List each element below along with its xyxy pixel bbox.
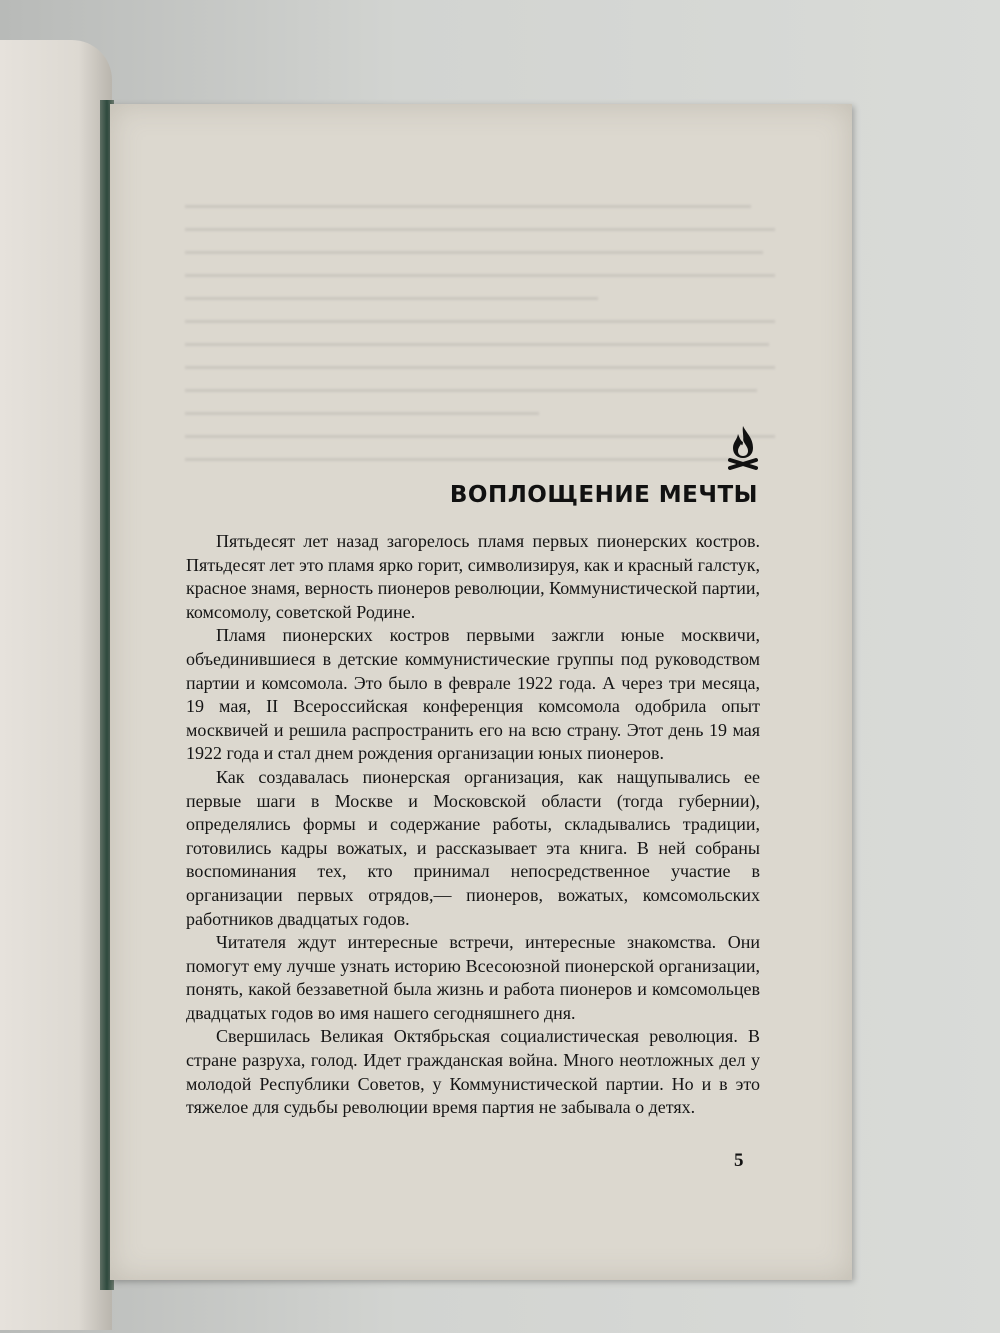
chapter-title: ВОПЛОЩЕНИЕ МЕЧТЫ <box>449 482 758 508</box>
campfire-icon <box>723 424 763 474</box>
left-page-edge <box>0 40 112 1330</box>
paragraph-5: Свершилась Великая Октябрьская социалистическая революция. В стране разруха, голод. Идет гражданская война. Много неотложных дел у молодой Республики Советов, у Коммунистической партии. Но и в это тяжелое для судьбы революции время партия не забывала о детях. <box>186 1026 760 1118</box>
show-through-text <box>185 205 775 495</box>
paragraph-4: Читателя ждут интересные встречи, интересные знакомства. Они помогут ему лучше узнать историю Всесоюзной пионерской организации, понять, какой беззаветной была жизнь и работа пионеров и комсомольцев двадцатых годов во имя нашего сегодняшнего дня. <box>186 932 760 1023</box>
paragraph-3: Как создавалась пионерская организация, как нащупывались ее первые шаги в Москве и Московской области (тогда губернии), определялись формы и содержание работы, складывались традиции, готовились кадры вожатых, и рассказывает эта книга. В ней собраны воспоминания тех, кто принимал непосредственное участие в организации первых отрядов,— пионеров, вожатых, комсомольских работников двадцатых годов. <box>186 766 760 929</box>
page-number: 5 <box>734 1150 744 1171</box>
paragraph-2: Пламя пионерских костров первыми зажгли юные москвичи, объединившиеся в детские коммунистические группы под руководством партии и комсомола. Это было в феврале 1922 года. А через три месяца, 19 мая, II Всероссийская конференция комсомола одобрила опыт москвичей и решила распространить его на всю страну. Этот день 19 мая 1922 года и стал днем рождения организации юных пионеров. <box>186 625 760 764</box>
paragraph-1: Пятьдесят лет назад загорелось пламя первых пионерских костров. Пятьдесят лет это пламя ярко горит, символизируя, как и красный галстук, красное знамя, верность пионеров революции, Коммунистической партии, комсомолу, советской Родине. <box>186 531 760 622</box>
body-text <box>186 530 760 1120</box>
